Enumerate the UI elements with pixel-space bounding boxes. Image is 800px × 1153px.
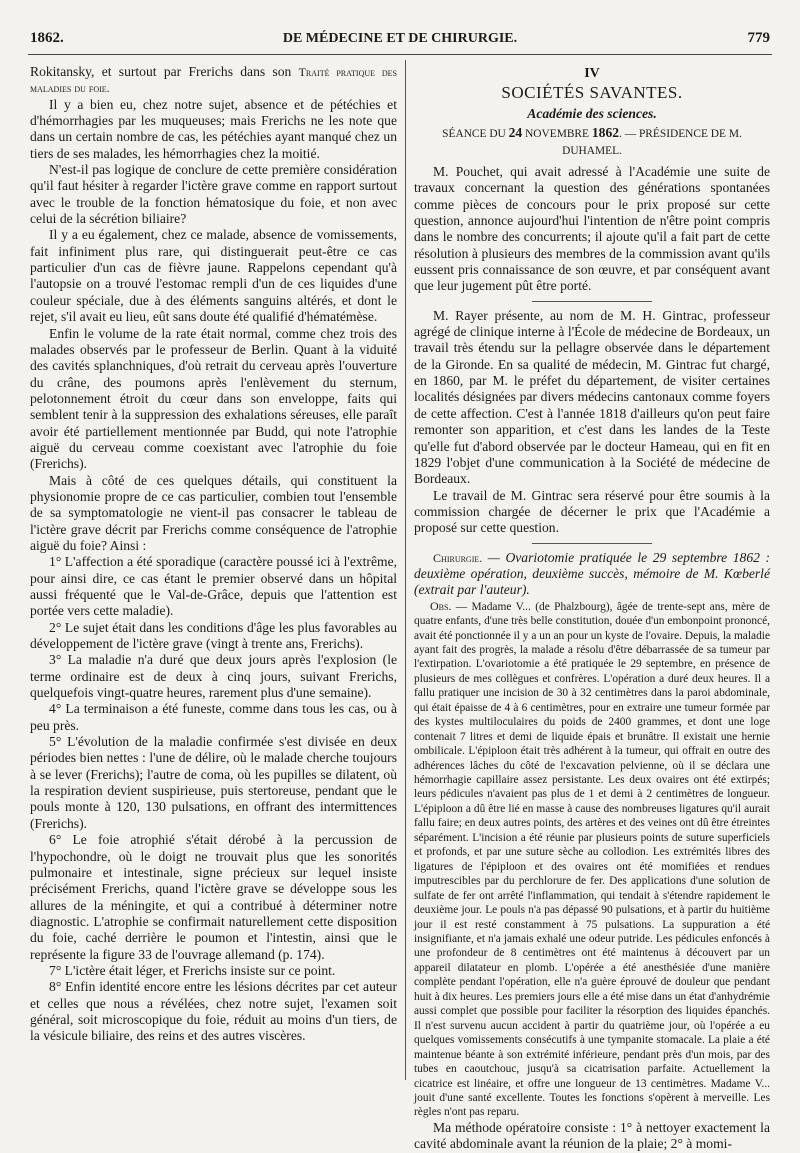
book-title: Traité pratique des maladies du foie. bbox=[30, 65, 397, 96]
text-run: SÉANCE DU bbox=[442, 128, 509, 140]
separator-rule bbox=[532, 543, 652, 544]
list-item: 7° L'ictère était léger, et Frerichs insiste sur ce point. bbox=[49, 962, 336, 978]
text-run: — Madame V... (de Phalzbourg), âgée de trente-sept ans, mère de quatre enfants, d'une très belle constitution, douée d'un embonpoint prononcé, avait été ponctionnée il y a un an pour un kyste de l'ovaire. Depuis, la maladie ayant fait des progrès, la malade a résolu d'être débarrassée de sa tumeur par l'extirpation. L'ovariotomie a été pratiquée le 29 septembre, en présence de plusieurs de mes collègues et confrères. L'opération a duré deux heures. Il a fallu pratiquer une incision de 30 à 32 centimètres dans la paroi abdominale, qui était épaisse de 4 à 6 centimètres, pour en extraire une tumeur formée par des kystes multiloculaires du poids de 2400 grammes, et dont une loge contenait 7 litres et demi de liquide épais et brunâtre. Il existait une hernie ombilicale. L'épiploon était très adhérent à la tumeur, qui offrait en outre des adhérences lâches du côté de l'excavation pelvienne, où il se déclara une hémorrhagie capillaire assez persistante. Les deux ovaires ont été extirpés; leurs pédicules n'avaient pas plus de 1 et demi à 2 centimètres de longueur. L'épiploon a dû être lié en masse à cause des nombreuses ligatures qu'il aurait fallu faire; en deux autres points, des artères et des veines ont dû être étreintes séparément. L'incision a été réunie par plusieurs points de suture superficiels et profonds, et par une suture sèche au collodion. Les extrémités libres des ligatures de l'épiploon et des ovaires ont été momifiées et rendues imputrescibles par du perchlorure de fer. Des applications d'une solution de sulfate de fer ont arrêté l'inflammation, qui tendait à s'étendre rapidement le deuxième jour. Le pouls n'a pas dépassé 90 pulsations, et à partir du huitième jour il est resté constamment à 75 pulsations. La suppuration a été insignifiante, et n'a jamais exhalé une odeur putride. Les pédicules enfoncés à une profondeur de 8 centimètres ont été maintenus à découvert par un appareil dilatateur en plomb. L'opérée a été anesthésiée d'une manière complète pendant l'opération, elle n'a guère éprouvé de douleur que pendant huit à dix heures. Les premiers jours elle a été mise dans un état d'anhydrémie aussi complet que possible pour faciliter la résorption des liquides épanchés. Il n'est survenu aucun accident à partir du quatrième jour, où l'opérée a eu quelques vomissements consécutifs à une tympanite stomacale. La plaie a été maintenue béante à son extrémité inférieure, pendant près d'un mois, par des tubes en caoutchouc, jusqu'à sa cicatrisation parfaite. Actuellement la cicatrice est linéaire, et offre une longueur de 13 centimètres. Madame V... jouit d'une santé excellente. Toutes les fonctions s'opèrent à merveille. Les règles n'ont pas reparu. bbox=[414, 600, 770, 1119]
header-year: 1862. bbox=[30, 30, 64, 46]
paragraph: M. Pouchet, qui avait adressé à l'Académie une suite de travaux concernant la question des générations spontanées comme pièces de concours pour le prix proposé sur cette question, annonce aujourd'hui l'intention de n'être point compris dans le nombre des concurrents; il ajoute qu'il a fait part de cette résolution à plusieurs des membres de la commission avant qu'ils eussent pris connaissance de son œuvre, et par conséquent avant que leur jugement pût être porté. bbox=[414, 164, 770, 294]
paragraph: Ma méthode opératoire consiste : 1° à nettoyer exactement la cavité abdominale avant la réunion de la plaie; 2° à momi- bbox=[414, 1119, 770, 1152]
list-item: 4° La terminaison a été funeste, comme dans tous les cas, ou à peu près. bbox=[30, 701, 397, 733]
header-rule bbox=[28, 54, 772, 55]
list-item: 2° Le sujet était dans les conditions d'âge les plus favorables au développement de l'ictère grave (vingt à trente ans, Frerichs). bbox=[30, 619, 397, 652]
paragraph bbox=[30, 64, 397, 97]
paragraph: Le travail de M. Gintrac sera réservé pour être soumis à la commission chargée de décerner le prix que l'Académie a proposé sur cette question. bbox=[414, 487, 770, 536]
text-run: Rokitansky, et surtout par Frerichs dans son bbox=[30, 64, 299, 79]
right-column bbox=[414, 64, 770, 1152]
page-number: 779 bbox=[747, 30, 770, 46]
header-title: DE MÉDECINE ET DE CHIRURGIE. bbox=[282, 31, 518, 46]
rubric: Obs. bbox=[429, 598, 452, 613]
seance-line bbox=[414, 124, 770, 160]
paragraph: Il y a bien eu, chez notre sujet, absence et de pétéchies et d'hémorrhagies par les muqueuses; mais Frerichs ne les note que dans un certain nombre de cas, les pétéchies ayant manqué chez un tiers de ses malades, les hémorrhagies chez la moitié. bbox=[30, 96, 397, 161]
paragraph: Il y a eu également, chez ce malade, absence de vomissements, fait infiniment plus rare, qui distinguerait peut-être ce cas particulier d'un cas de fièvre jaune. Rappelons cependant qu'à l'autopsie on a trouvé l'estomac rempli d'un de ces liquides d'une couleur spéciale, due à des éléments sanguins altérés, et dont le rejet, s'il avait eu lieu, eût sans doute été qualifié d'hématémèse. bbox=[30, 227, 397, 325]
paragraph: N'est-il pas logique de conclure de cette première considération qu'il faut hésiter à regarder l'ictère grave comme en rapport surtout avec le trouble de la fonction hématosique du foie, et non avec celui de la sécrétion biliaire? bbox=[30, 162, 397, 227]
paragraph: Enfin le volume de la rate était normal, comme chez trois des malades observés par le professeur de Berlin. Quant à la viduité des cavités splanchniques, d'où retrait du cerveau après l'ouverture du crâne, des poumons après l'enlèvement du sternum, pelotonnement étroit du cœur dans son enveloppe, faits qui semblent tenir à la suppression des exhalations séreuses, elle paraît avoir été partiellement mentionnée par Budd, qui note l'atrophie aiguë du cerveau comme coexistant avec l'atrophie du foie (Frerichs). bbox=[30, 325, 397, 472]
section-number: IV bbox=[584, 66, 600, 81]
list-item: 1° L'affection a été sporadique (caractère poussé ici à l'extrême, pour ainsi dire, ce cas étant le premier observé dans un hôpital aussi fréquenté que le Val-de-Grâce, depuis que l'attention est portée vers cette maladie). bbox=[30, 554, 397, 619]
text-run: 1862 bbox=[591, 125, 620, 140]
page-header bbox=[30, 30, 770, 50]
list-item: 6° Le foie atrophié s'était dérobé à la percussion de l'hypochondre, où le doigt ne trouvait plus que les sonorités pulmonaire et intestinale, signe précieux sur lequel insiste précisément Frerichs, quand l'ictère grave se développe sous les allures de la méningite, et qui a contribué à déterminer notre diagnostic. L'atrophie se confirmait naturellement cette disposition du foie, caché derrière le poumon et l'intestin, ainsi que le représente la figure 33 de l'ouvrage allemand (p. 174). bbox=[30, 832, 397, 962]
paragraph: Mais à côté de ces quelques détails, qui constituent la physionomie propre de ce cas particulier, combien tout l'ensemble de sa symptomatologie ne vient-il pas consacrer le tableau de l'ictère grave décrit par Frerichs comme conséquence de l'atrophie aiguë du foie? Ainsi : bbox=[30, 472, 397, 553]
list-item: 3° La maladie n'a duré que deux jours après l'explosion (le terme ordinaire est de deux à cinq jours, suivant Frerichs, quelquefois vingt-quatre heures, rarement plus d'une semaine). bbox=[30, 652, 397, 701]
column-divider bbox=[405, 60, 406, 1080]
separator-rule bbox=[532, 301, 652, 302]
text-run: NOVEMBRE bbox=[522, 128, 592, 140]
observation-paragraph bbox=[414, 599, 770, 1120]
paragraph bbox=[414, 550, 770, 599]
left-column bbox=[30, 64, 397, 1080]
text-run: 24 bbox=[508, 125, 523, 140]
rubric: Chirurgie. bbox=[433, 550, 483, 565]
text-run: . — PRÉSIDENCE DE M. DUHAMEL. bbox=[562, 128, 742, 157]
list-item: 8° Enfin identité encore entre les lésions décrites par cet auteur et celles que nous a révélées, chez notre sujet, l'examen soit général, soit microscopique du foie, réduit au moins d'un tiers, de la vésicule biliaire, des reins et des autres viscères. bbox=[30, 979, 397, 1044]
text-run: — Ovariotomie pratiquée le 29 septembre 1862 : deuxième opération, deuxième succès, mémoire de M. Kœberlé (extrait par l'auteur). bbox=[414, 549, 770, 598]
list-item: 5° L'évolution de la maladie confirmée s'est divisée en deux périodes bien nettes : l'une de délire, où le malade cherche toujours à se lever (Frerichs); l'autre de coma, où les pupilles se dilatent, où la respiration devient suspirieuse, puis stertoreuse, pendant que le pouls monte à 120, 130 pulsations, en offrant des intermittences (Frerichs). bbox=[30, 734, 397, 831]
paragraph: M. Rayer présente, au nom de M. H. Gintrac, professeur agrégé de clinique interne à l'École de médecine de Bordeaux, un travail très étendu sur la pellagre observée dans le département de la Gironde. En sa qualité de médecin, M. Gintrac fut chargé, en 1860, par M. le préfet du département, de visiter certaines localités désignées par divers médecins cantonaux comme foyers de cette affection. C'est à l'année 1818 d'ailleurs qu'on peut faire remonter son apparition, et c'est dans les landes de la Teste qu'elle fut d'abord observée par le docteur Hameau, qui en fit en 1829 l'objet d'une communication à la Société de médecine de Bordeaux. bbox=[414, 307, 770, 487]
section-title: SOCIÉTÉS SAVANTES. bbox=[501, 83, 683, 102]
subsection-title: Académie des sciences. bbox=[527, 106, 657, 121]
